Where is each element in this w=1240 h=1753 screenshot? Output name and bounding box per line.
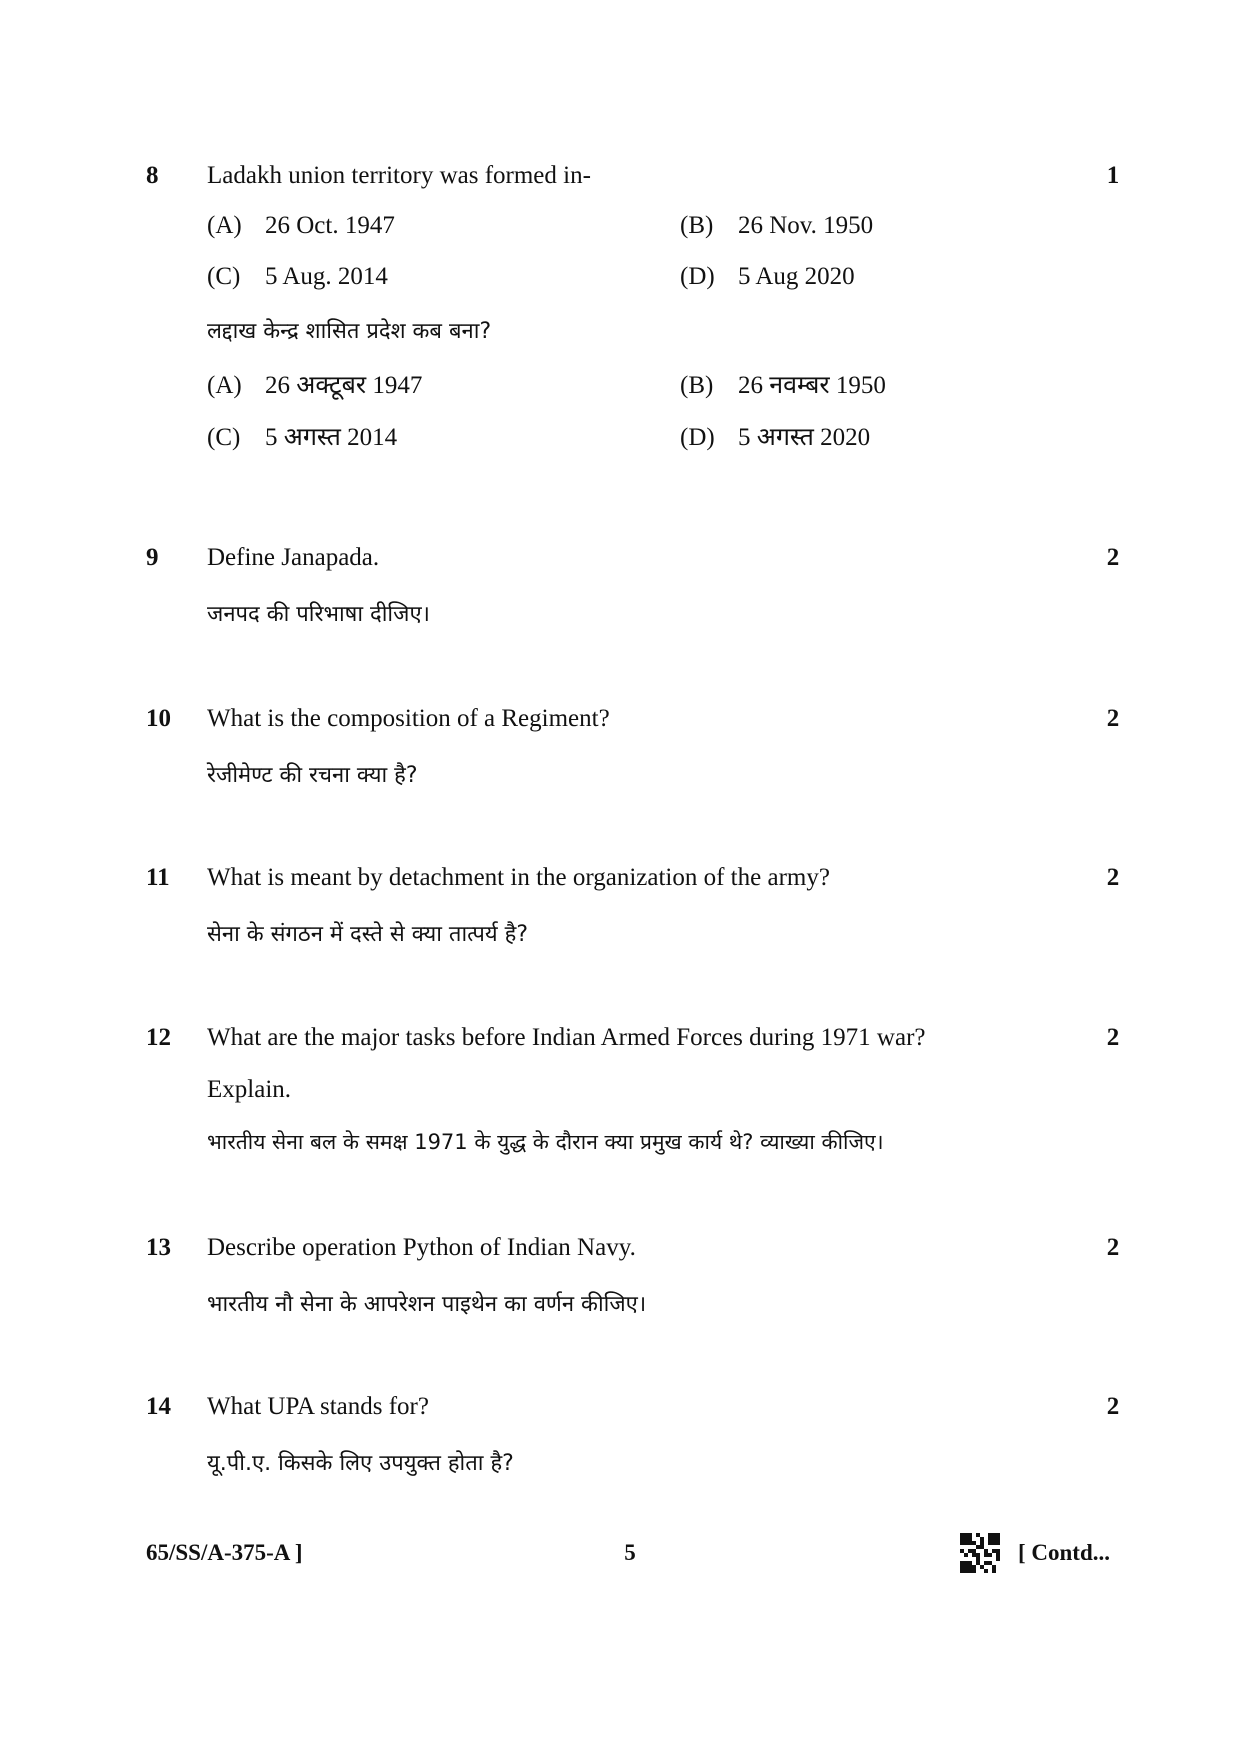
option-d-hindi: [680, 419, 870, 453]
question-text-english: Define Janapada.: [207, 544, 380, 571]
question-text-hindi: सेना के संगठन में दस्ते से क्या तात्पर्य है?: [207, 922, 529, 947]
paper-code: 65/SS/A-375-A ]: [146, 1540, 303, 1565]
option-text: 26 नवम्बर 1950: [738, 372, 886, 399]
option-label: (C): [207, 424, 241, 451]
option-text: 5 Aug. 2014: [265, 263, 388, 290]
question-text-english: What are the major tasks before Indian Armed Forces during 1971 war?: [207, 1024, 926, 1051]
question-text-hindi: लद्दाख केन्द्र शासित प्रदेश कब बना?: [207, 319, 492, 344]
question-marks: 2: [1106, 1393, 1120, 1420]
option-label: (D): [680, 263, 715, 290]
question-text-hindi: यू.पी.ए. किसके लिए उपयुक्त होता है?: [207, 1451, 514, 1476]
option-label: (D): [680, 424, 715, 451]
question-marks: 2: [1106, 544, 1120, 571]
option-text: 26 Nov. 1950: [738, 212, 874, 239]
option-text: 5 अगस्त 2020: [738, 424, 871, 451]
question-number: 9: [146, 544, 159, 571]
question-number: 13: [146, 1234, 171, 1261]
question-text-hindi: भारतीय सेना बल के समक्ष 1971 के युद्ध के दौरान क्या प्रमुख कार्य थे? व्याख्या कीजिए।: [207, 1130, 884, 1154]
option-c-english: [207, 263, 388, 291]
option-text: 26 Oct. 1947: [265, 212, 395, 239]
option-label: (C): [207, 263, 241, 290]
question-text-english: What UPA stands for?: [207, 1393, 429, 1420]
question-number: 12: [146, 1024, 171, 1051]
option-text: 5 अगस्त 2014: [265, 424, 398, 451]
question-text-english: What is meant by detachment in the organization of the army?: [207, 864, 830, 891]
question-number: 8: [146, 162, 159, 189]
question-marks: 2: [1106, 1024, 1120, 1051]
question-text-hindi: जनपद की परिभाषा दीजिए।: [207, 602, 430, 627]
question-text-english: Describe operation Python of Indian Navy.: [207, 1234, 636, 1261]
option-d-english: [680, 263, 855, 291]
option-label: (B): [680, 372, 714, 399]
option-a-hindi: [207, 367, 422, 401]
option-label: (A): [207, 372, 242, 399]
option-c-hindi: [207, 419, 397, 453]
qr-code-icon: [960, 1533, 1000, 1573]
question-text-english: What is the composition of a Regiment?: [207, 705, 610, 732]
question-text-english-line2: Explain.: [207, 1076, 292, 1103]
question-number: 11: [146, 864, 170, 891]
option-b-hindi: [680, 367, 886, 401]
question-text-english: Ladakh union territory was formed in-: [207, 162, 591, 189]
option-a-english: [207, 212, 395, 240]
question-marks: 2: [1106, 1234, 1120, 1261]
question-text-hindi: रेजीमेण्ट की रचना क्या है?: [207, 763, 418, 788]
option-text: 26 अक्टूबर 1947: [265, 372, 423, 399]
question-number: 14: [146, 1393, 171, 1420]
option-b-english: [680, 212, 873, 240]
question-marks: 2: [1106, 705, 1120, 732]
question-text-hindi: भारतीय नौ सेना के आपरेशन पाइथेन का वर्णन कीजिए।: [207, 1292, 647, 1317]
question-marks: 1: [1106, 162, 1120, 189]
question-marks: 2: [1106, 864, 1120, 891]
contd-label: [ Contd...: [1018, 1540, 1111, 1565]
page-number: 5: [624, 1540, 636, 1565]
option-label: (B): [680, 212, 714, 239]
question-number: 10: [146, 705, 171, 732]
option-label: (A): [207, 212, 242, 239]
option-text: 5 Aug 2020: [738, 263, 855, 290]
